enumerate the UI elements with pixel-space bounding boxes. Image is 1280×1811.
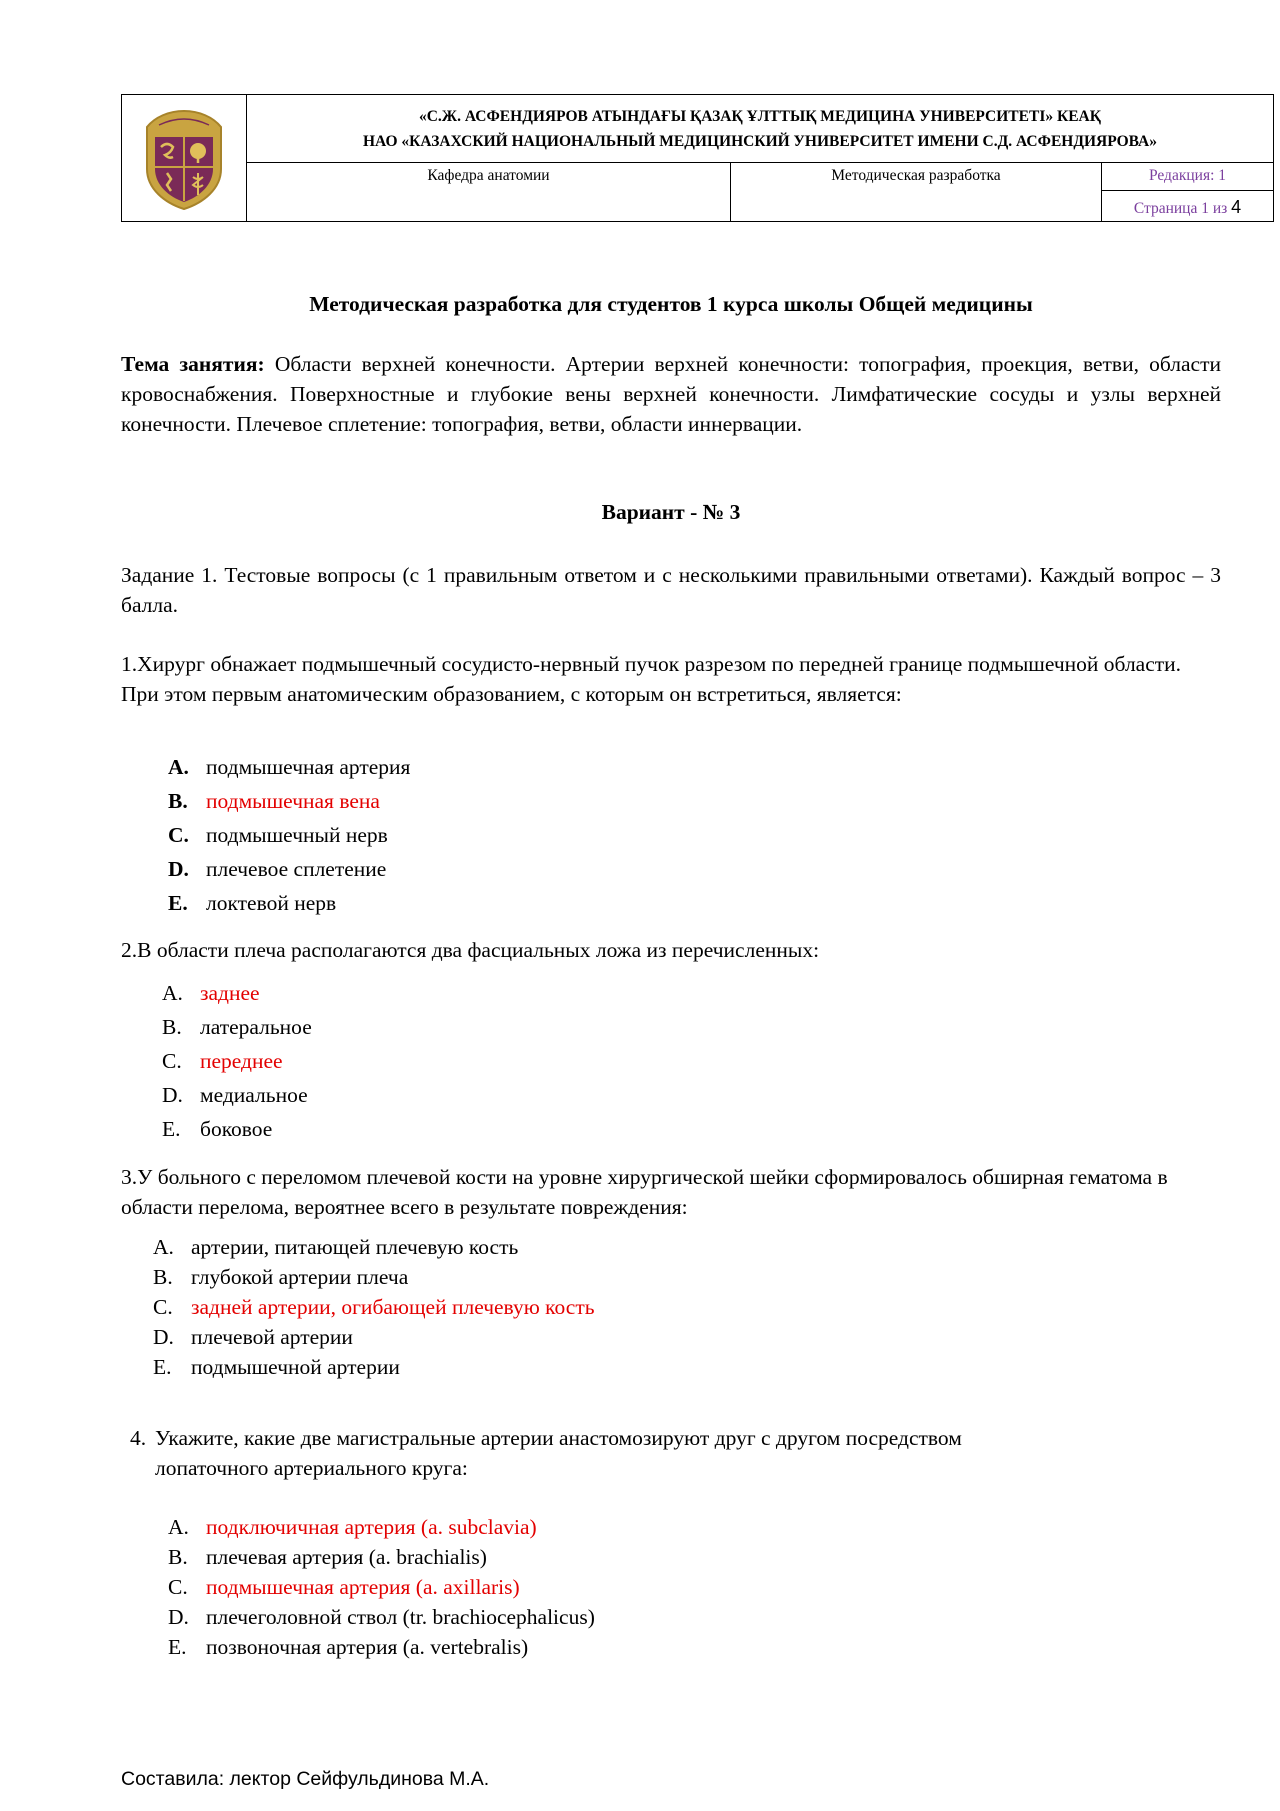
- option-letter: C.: [168, 1575, 188, 1599]
- option-text: подмышечная вена: [206, 789, 380, 813]
- option-text: плечевое сплетение: [206, 857, 387, 881]
- option-text: подмышечная артерия: [206, 755, 411, 779]
- header-table: [121, 94, 1274, 222]
- option-letter: D.: [153, 1325, 174, 1349]
- option-letter: E.: [153, 1355, 172, 1379]
- option-correct: [168, 1512, 595, 1542]
- doc-type-cell: Методическая разработка: [731, 163, 1102, 221]
- question-1-text: 1.Хирург обнажает подмышечный сосудисто-нервный пучок разрезом по передней границе подмышечной области. При этом первым анатомическим образованием, с которым он встретиться, является:: [121, 652, 1182, 706]
- logo-cell: [122, 95, 247, 221]
- option: [168, 1542, 595, 1572]
- option-text: задней артерии, огибающей плечевую кость: [191, 1295, 595, 1319]
- university-title: [247, 95, 1273, 163]
- option-text: медиальное: [200, 1083, 308, 1107]
- option-letter: D.: [162, 1083, 183, 1107]
- task-description: Задание 1. Тестовые вопросы (с 1 правильным ответом и с несколькими правильными ответами). Каждый вопрос – 3 балла.: [121, 563, 1221, 617]
- university-name-ru: НАО «КАЗАХСКИЙ НАЦИОНАЛЬНЫЙ МЕДИЦИНСКИЙ УНИВЕРСИТЕТ ИМЕНИ С.Д. АСФЕНДИЯРОВА»: [363, 133, 1157, 150]
- option-text: плечевой артерии: [191, 1325, 353, 1349]
- question-4-text: Укажите, какие две магистральные артерии анастомозируют друг с другом посредством лопаточного артериального круга:: [155, 1426, 962, 1480]
- option-letter: B.: [168, 1545, 188, 1569]
- topic-text: Области верхней конечности. Артерии верхней конечности: топография, проекция, ветви, области кровоснабжения. Поверхностные и глубокие вены верхней конечности. Лимфатические сосуды и узлы верхней конечности. Плечевое сплетение: топография, ветви, области иннервации.: [121, 352, 1221, 436]
- option-correct: [168, 784, 410, 818]
- option: [153, 1352, 595, 1382]
- author-footer: Составила: лектор Сейфульдинова М.А.: [121, 1768, 490, 1790]
- department-cell: Кафедра анатомии: [247, 163, 731, 221]
- option-letter: D.: [168, 857, 189, 881]
- option-letter: B.: [162, 1015, 182, 1039]
- option-text: латеральное: [200, 1015, 312, 1039]
- option: [168, 818, 410, 852]
- option-letter: A.: [168, 1515, 189, 1539]
- option-letter: A.: [168, 755, 189, 779]
- page-number-cell: [1102, 191, 1273, 221]
- option-letter: C.: [153, 1295, 173, 1319]
- option: [153, 1262, 595, 1292]
- edition-cell: Редакция: 1: [1102, 163, 1273, 191]
- university-name-kz: «С.Ж. АСФЕНДИЯРОВ АТЫНДАҒЫ ҚАЗАҚ ҰЛТТЫҚ МЕДИЦИНА УНИВЕРСИТЕТІ» КЕАҚ: [418, 108, 1101, 125]
- option: [162, 1010, 312, 1044]
- question-3-text: 3.У больного с переломом плечевой кости на уровне хирургической шейки сформировалось обширная гематома в области перелома, вероятнее всего в результате повреждения:: [121, 1165, 1168, 1219]
- option-text: боковое: [200, 1117, 273, 1141]
- option-letter: E.: [168, 891, 188, 915]
- question-4-number: 4.: [130, 1426, 147, 1450]
- option-letter: C.: [168, 823, 189, 847]
- option-text: локтевой нерв: [206, 891, 337, 915]
- question-1-options: [168, 750, 410, 920]
- variant-heading: Вариант - № 3: [601, 500, 741, 524]
- question-2-options: [162, 976, 312, 1146]
- option-text: переднее: [200, 1049, 283, 1073]
- option-correct: [168, 1572, 595, 1602]
- option-text: глубокой артерии плеча: [191, 1265, 409, 1289]
- option-letter: A.: [153, 1235, 174, 1259]
- document-title: Методическая разработка для студентов 1 курса школы Общей медицины: [309, 292, 1033, 316]
- option: [153, 1322, 595, 1352]
- option-letter: E.: [162, 1117, 181, 1141]
- option-letter: D.: [168, 1605, 189, 1629]
- option-letter: E.: [168, 1635, 187, 1659]
- option-text: подключичная артерия (a. subclavia): [206, 1515, 537, 1539]
- option-text: плечевая артерия (a. brachialis): [206, 1545, 487, 1569]
- topic-label: Тема занятия:: [121, 352, 265, 376]
- option-text: позвоночная артерия (a. vertebralis): [206, 1635, 529, 1659]
- option: [168, 852, 410, 886]
- option: [162, 1078, 312, 1112]
- option: [168, 886, 410, 920]
- page-label: Страница 1 из: [1133, 200, 1228, 217]
- option-text: подмышечная артерия (a. axillaris): [206, 1575, 520, 1599]
- option-letter: B.: [153, 1265, 173, 1289]
- option-text: артерии, питающей плечевую кость: [191, 1235, 519, 1259]
- question-3-options: [153, 1232, 595, 1382]
- option-letter: C.: [162, 1049, 182, 1073]
- option: [168, 1632, 595, 1662]
- option-text: подмышечной артерии: [191, 1355, 400, 1379]
- option: [168, 750, 410, 784]
- option: [153, 1232, 595, 1262]
- option-letter: B.: [168, 789, 188, 813]
- option-text: заднее: [200, 981, 260, 1005]
- question-2-text: 2.В области плеча располагаются два фасциальных ложа из перечисленных:: [121, 938, 820, 962]
- option: [162, 1112, 312, 1146]
- option: [168, 1602, 595, 1632]
- option-text: плечеголовной ствол (tr. brachiocephalicus): [206, 1605, 595, 1629]
- question-4-options: [168, 1512, 595, 1662]
- topic-paragraph: [121, 349, 1221, 439]
- option-text: подмышечный нерв: [206, 823, 388, 847]
- option-correct: [153, 1292, 595, 1322]
- page-total: 4: [1231, 197, 1242, 217]
- option-correct: [162, 976, 312, 1010]
- option-letter: A.: [162, 981, 183, 1005]
- university-crest-icon: [139, 107, 229, 211]
- option-correct: [162, 1044, 312, 1078]
